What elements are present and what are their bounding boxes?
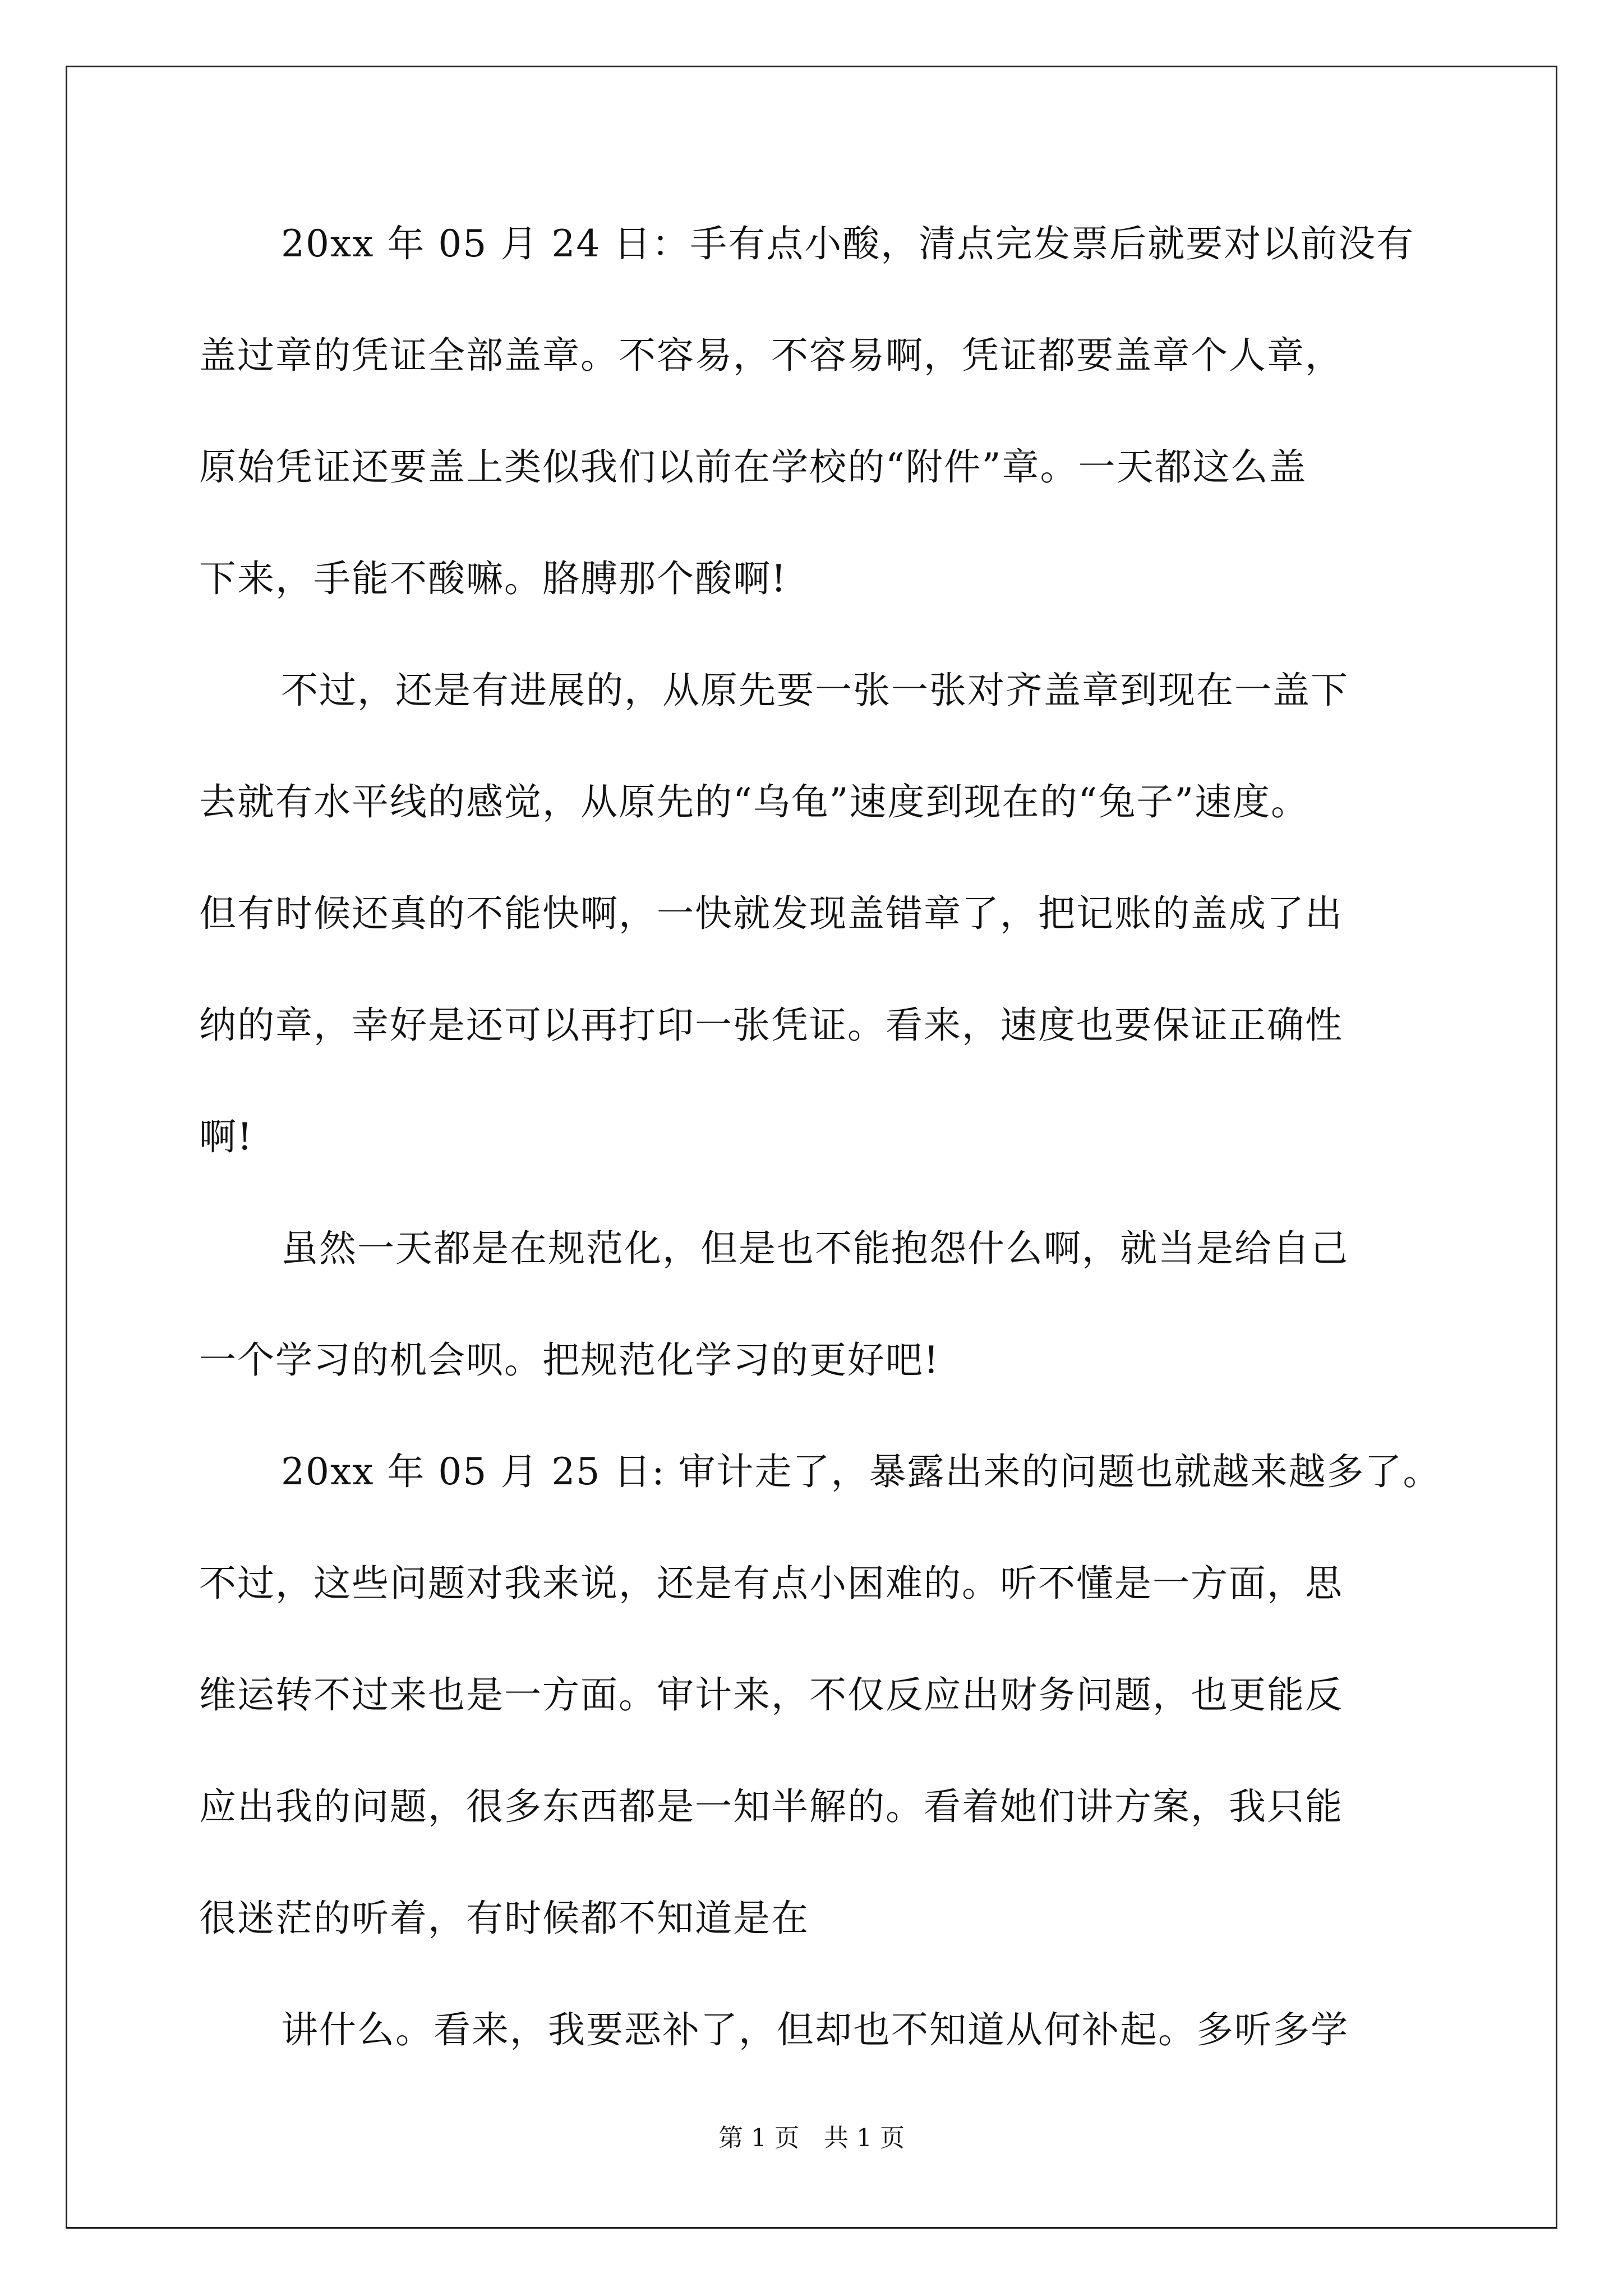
page-footer: 第 1 页 共 1 页 <box>718 2124 905 2152</box>
paragraph-2-line-5: 啊! <box>199 1115 253 1158</box>
paragraph-3-line-2: 一个学习的机会呗。把规范化学习的更好吧! <box>199 1338 940 1382</box>
paragraph-1-line-4: 下来，手能不酸嘛。胳膊那个酸啊! <box>199 557 787 600</box>
paragraph-1-line-1: 20xx 年 05 月 24 日：手有点小酸，清点完发票后就要对以前没有 <box>281 222 1415 265</box>
paragraph-4-line-2: 不过，这些问题对我来说，还是有点小困难的。听不懂是一方面，思 <box>199 1562 1343 1605</box>
paragraph-1-line-2: 盖过章的凭证全部盖章。不容易，不容易啊，凭证都要盖章个人章， <box>199 334 1343 377</box>
paragraph-4-line-3: 维运转不过来也是一方面。审计来，不仅反应出财务问题，也更能反 <box>199 1673 1343 1717</box>
paragraph-4-line-5: 很迷茫的听着，有时候都不知道是在 <box>199 1897 809 1940</box>
paragraph-4-line-4: 应出我的问题，很多东西都是一知半解的。看着她们讲方案，我只能 <box>199 1785 1343 1828</box>
paragraph-2-line-3: 但有时候还真的不能快啊，一快就发现盖错章了，把记账的盖成了出 <box>199 892 1343 935</box>
paragraph-3-line-1: 虽然一天都是在规范化，但是也不能抱怨什么啊，就当是给自己 <box>281 1227 1349 1270</box>
paragraph-2-line-4: 纳的章，幸好是还可以再打印一张凭证。看来，速度也要保证正确性 <box>199 1004 1343 1047</box>
paragraph-4-line-1: 20xx 年 05 月 25 日: 审计走了，暴露出来的问题也就越来越多了。 <box>281 1450 1441 1493</box>
paragraph-2-line-2: 去就有水平线的感觉，从原先的“乌龟”速度到现在的“兔子”速度。 <box>199 780 1309 823</box>
paragraph-1-line-3: 原始凭证还要盖上类似我们以前在学校的“附件”章。一天都这么盖 <box>199 445 1307 489</box>
paragraph-2-line-1: 不过，还是有进展的，从原先要一张一张对齐盖章到现在一盖下 <box>281 669 1349 712</box>
paragraph-5-line-1: 讲什么。看来，我要恶补了，但却也不知道从何补起。多听多学 <box>281 2008 1349 2051</box>
